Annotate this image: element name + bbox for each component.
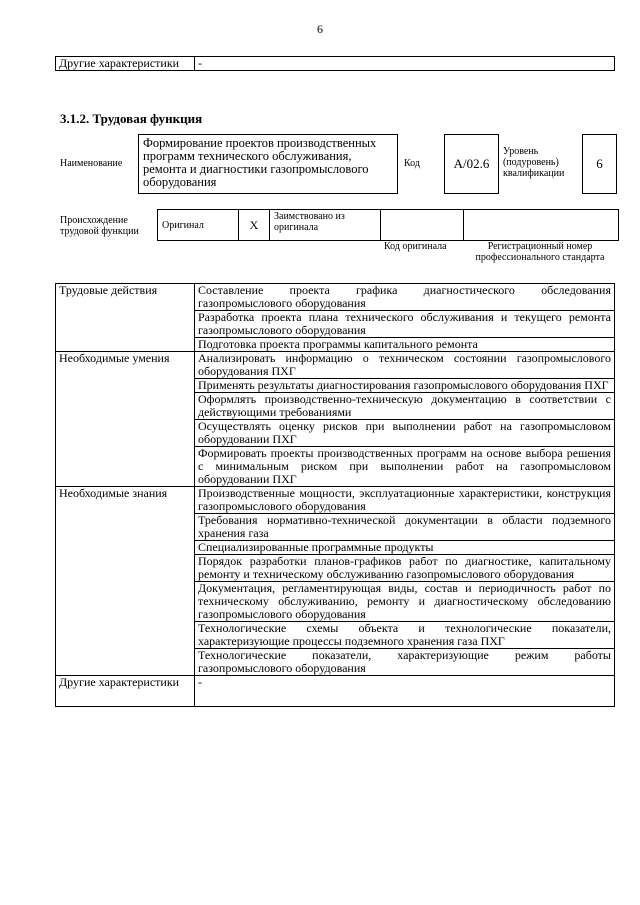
other-characteristics-table-top (55, 56, 615, 71)
skill-item: Осуществлять оценку рисков при выполнении работ на газопромысловом оборудовании ПХГ (195, 420, 615, 447)
original-code-cell (381, 210, 464, 241)
code-value-box: А/02.6 (444, 134, 499, 194)
knowledge-item: Требования нормативно-технической документации в области подземного хранения газа (195, 514, 615, 541)
level-value-box: 6 (582, 134, 617, 194)
skill-item: Применять результаты диагностирования газопромыслового оборудования ПХГ (195, 379, 615, 393)
knowledge-item: Порядок разработки планов-графиков работ по диагностике, капитальному ремонту и техническому обслуживанию газопромыслового оборудования (195, 555, 615, 582)
original-label: Оригинал (158, 210, 239, 241)
name-label: Наименование (60, 158, 123, 169)
code-label: Код (404, 158, 420, 169)
action-item: Подготовка проекта программы капитального ремонта (195, 338, 615, 352)
table-row (56, 57, 615, 71)
function-name-box: Формирование проектов производственных программ технического обслуживания, ремонта и диагностики газопромыслового оборудования (138, 134, 398, 194)
knowledge-item: Технологические схемы объекта и технологические показатели, характеризующие процессы подземного хранения газа ПХГ (195, 622, 615, 649)
level-label: Уровень (подуровень) квалификации (503, 146, 565, 179)
registration-caption: Регистрационный номер профессионального стандарта (475, 241, 605, 263)
action-item: Разработка проекта плана технического обслуживания и текущего ремонта газопромыслового оборудования (195, 311, 615, 338)
original-mark: Х (239, 210, 270, 241)
knowledge-item: Производственные мощности, эксплуатационные характеристики, конструкция газопромыслового оборудования (195, 487, 615, 514)
labor-function-table (55, 283, 615, 707)
registration-number-cell (464, 210, 619, 241)
table-row (158, 210, 619, 241)
table-row (56, 676, 615, 707)
origin-label: Происхождение трудовой функции (60, 215, 139, 237)
skill-item: Анализировать информацию о техническом состоянии газопромыслового оборудования ПХГ (195, 352, 615, 379)
table-row (56, 352, 615, 379)
borrowed-label: Заимствовано из оригинала (270, 210, 381, 241)
action-item: Составление проекта графика диагностического обследования газопромыслового оборудования (195, 284, 615, 311)
other-characteristics-label: Другие характеристики (56, 57, 195, 71)
code-caption: Код оригинала (384, 241, 447, 252)
other-characteristics-value: - (195, 676, 615, 707)
actions-label: Трудовые действия (56, 284, 195, 352)
knowledge-item: Специализированные программные продукты (195, 541, 615, 555)
skills-label: Необходимые умения (56, 352, 195, 487)
other-characteristics-value: - (195, 57, 615, 71)
knowledge-label: Необходимые знания (56, 487, 195, 676)
skill-item: Оформлять производственно-техническую документацию в соответствии с действующими требованиями (195, 393, 615, 420)
page-number: 6 (317, 22, 323, 36)
other-characteristics-label: Другие характеристики (56, 676, 195, 707)
skill-item: Формировать проекты производственных программ на основе выбора решения с минимальным риском при выполнении работ на газопромысловом оборудовании ПХГ (195, 447, 615, 487)
table-row (56, 284, 615, 311)
origin-table (157, 209, 619, 241)
knowledge-item: Технологические показатели, характеризующие режим работы газопромыслового оборудования (195, 649, 615, 676)
table-row (56, 487, 615, 514)
knowledge-item: Документация, регламентирующая виды, состав и периодичность работ по техническому обслуживанию, ремонту и диагностическому обследованию газопромыслового оборудования (195, 582, 615, 622)
section-title: 3.1.2. Трудовая функция (60, 111, 203, 126)
